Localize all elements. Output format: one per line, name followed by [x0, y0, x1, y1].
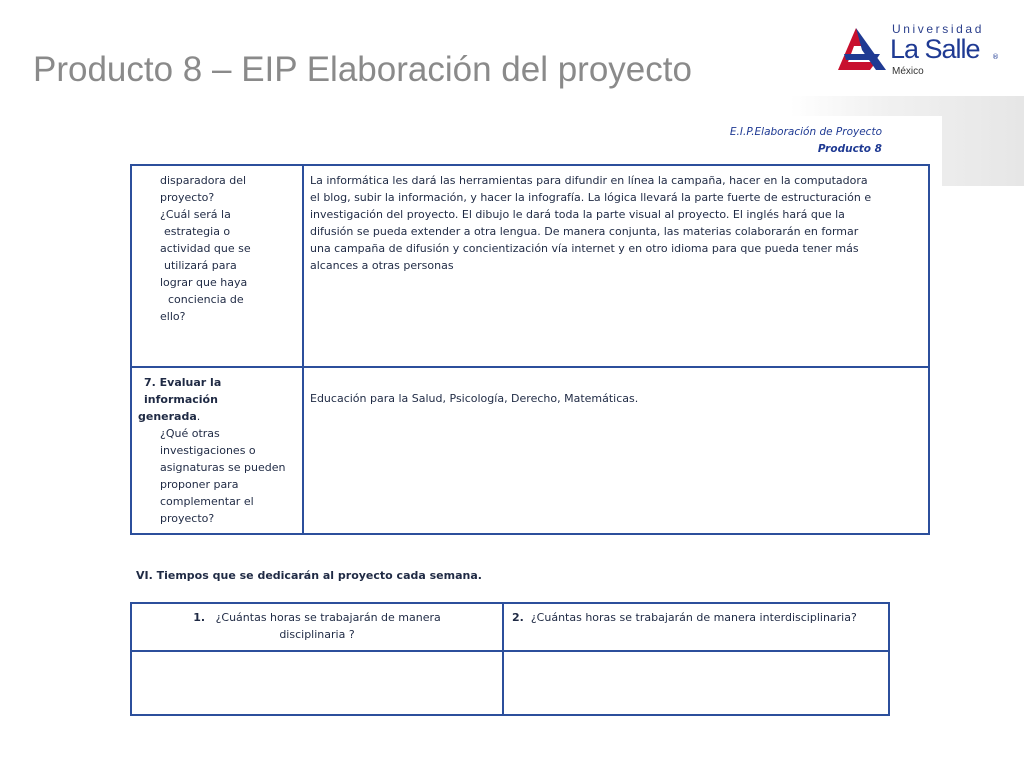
question-line: utilizará para	[164, 259, 237, 272]
logo-brand-text: La Salle	[890, 34, 980, 64]
slide-title: Producto 8 – EIP Elaboración del proyecto	[33, 50, 692, 89]
hours-question-2	[503, 603, 889, 651]
answer-text: Educación para la Salud, Psicología, Derecho, Matemáticas.	[310, 392, 639, 405]
question-line: proyecto?	[160, 191, 215, 204]
hours-question-1-text: ¿Cuántas horas se trabajarán de manera	[215, 611, 441, 624]
question-line: proyecto?	[160, 512, 215, 525]
university-logo	[836, 22, 1006, 82]
logo-registered-mark: ®	[992, 53, 999, 61]
hours-question-1	[131, 603, 503, 651]
hours-question-1-number: 1.	[193, 611, 206, 624]
question-cell	[131, 165, 303, 367]
question-heading-bold: generada	[138, 410, 197, 423]
document-image	[122, 116, 942, 726]
answer-line: una campaña de difusión y concientización vía internet y en otro idioma para que pueda tener más	[310, 242, 859, 255]
logo-country-text: México	[892, 66, 924, 77]
table-row	[131, 367, 929, 534]
answer-cell	[303, 165, 929, 367]
hours-question-2-number: 2.	[512, 611, 524, 624]
la-salle-logo-mark	[836, 24, 888, 74]
question-line: actividad que se	[160, 242, 251, 255]
question-heading: 7. Evaluar la información	[144, 376, 222, 406]
table-row	[131, 165, 929, 367]
question-cell	[131, 367, 303, 534]
logo-universidad-text: Universidad	[892, 22, 984, 36]
answer-line: alcances a otras personas	[310, 259, 454, 272]
question-line: ello?	[160, 310, 186, 323]
question-line: conciencia de	[168, 293, 244, 306]
hours-question-1-line2: disciplinaria ?	[279, 628, 355, 641]
project-table	[130, 164, 930, 535]
document-header-product: Producto 8	[817, 143, 882, 155]
question-line: investigaciones o	[160, 444, 256, 457]
answer-line: investigación del proyecto. El dibujo le dará toda la parte visual al proyecto. El inglés hará que la	[310, 208, 845, 221]
hours-question-1-line1	[140, 609, 494, 626]
document-header	[730, 124, 882, 158]
question-line: complementar el	[160, 495, 254, 508]
table-row	[131, 603, 889, 651]
answer-line: La informática les dará las herramientas para difundir en línea la campaña, hacer en la computadora	[310, 174, 868, 187]
question-line: disparadora del	[160, 174, 247, 187]
question-line: estrategia o	[164, 225, 231, 238]
hours-answer-1	[131, 651, 503, 715]
question-line: lograr que haya	[160, 276, 248, 289]
question-heading-line2	[138, 408, 296, 425]
question-line: ¿Cuál será la	[160, 208, 231, 221]
answer-line: el blog, subir la información, y hacer la infografía. La lógica llevará la parte fuerte de estructuración e	[310, 191, 872, 204]
question-line: proponer para	[160, 478, 239, 491]
table-row	[131, 651, 889, 715]
answer-cell	[303, 367, 929, 534]
question-line: ¿Qué otras	[160, 427, 220, 440]
section-title: VI. Tiempos que se dedicarán al proyecto cada semana.	[136, 569, 482, 582]
hours-answer-2	[503, 651, 889, 715]
hours-table	[130, 602, 890, 716]
hours-question-2-text: ¿Cuántas horas se trabajarán de manera interdisciplinaria?	[530, 611, 857, 624]
document-header-title: E.I.P.Elaboración de Proyecto	[729, 126, 882, 138]
question-line: asignaturas se pueden	[160, 461, 286, 474]
answer-line: difusión se pueda extender a otra lengua. De manera conjunta, las materias colaborarán en formar	[310, 225, 859, 238]
question-heading-dot: .	[196, 410, 201, 423]
